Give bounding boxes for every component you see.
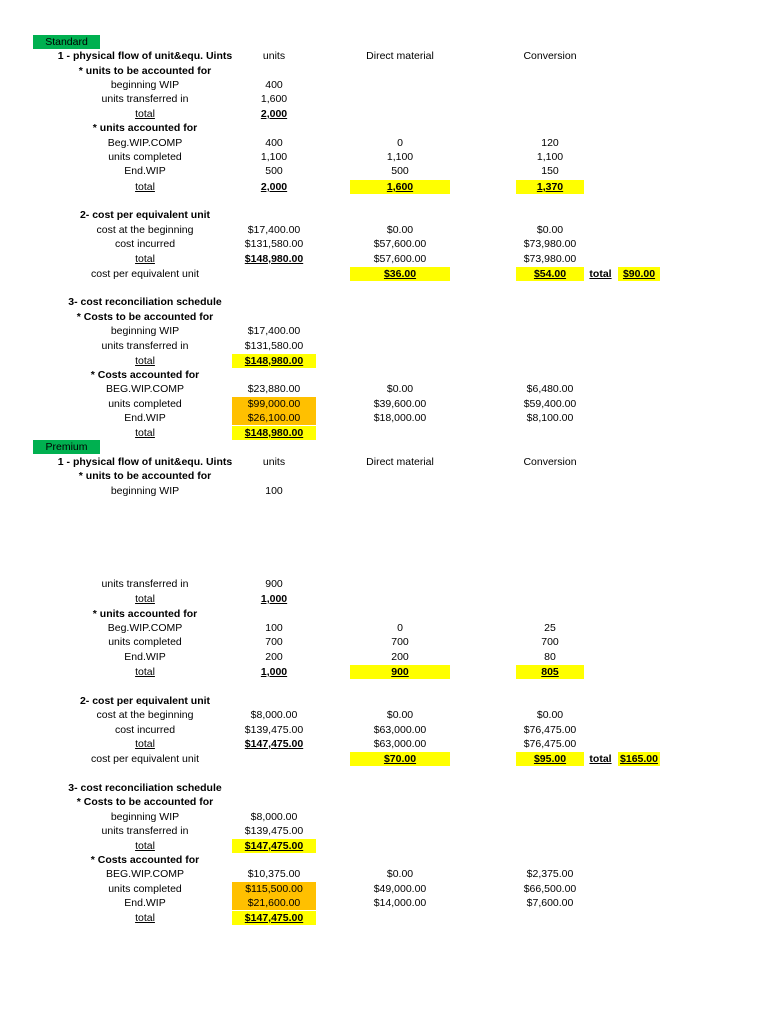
row-label: beginning WIP [110, 325, 180, 337]
premium-costs-to-account-row [0, 795, 768, 809]
premium-units-accounted-title: * units accounted for [92, 608, 198, 620]
row-label: cost incurred [114, 724, 176, 736]
conv-cell: $0.00 [536, 709, 564, 721]
standard-acc-begcomp-row [0, 382, 768, 396]
dm-cell: 200 [391, 651, 409, 663]
dm-total-cell: 1,600 [350, 180, 450, 194]
standard-direct-material-header: Direct material [366, 50, 434, 62]
dm-cpeu-cell: $36.00 [350, 267, 450, 281]
row-label: total [135, 427, 155, 439]
standard-acc-completed-row [0, 397, 768, 411]
standard-units-header: units [262, 50, 286, 62]
row-label: cost at the beginning [96, 224, 194, 236]
units-total-cell: $148,980.00 [232, 426, 316, 440]
conv-cell: $76,475.00 [523, 738, 577, 750]
premium-begcomp-row [0, 621, 768, 635]
premium-costs-accounted-row [0, 853, 768, 867]
standard-costs-accounted-title: * Costs accounted for [90, 369, 200, 381]
premium-header-row [0, 455, 768, 469]
standard-completed-row [0, 150, 768, 164]
units-cell: 700 [265, 636, 283, 648]
standard-section-tag: Standard [33, 35, 100, 49]
units-cell: 400 [265, 137, 283, 149]
standard-units-accounted-row [0, 121, 768, 135]
conv-cell: $73,980.00 [523, 253, 577, 265]
units-cell: $115,500.00 [232, 882, 316, 896]
standard-cost-incurred-row [0, 237, 768, 251]
row-label: beginning WIP [110, 485, 180, 497]
conv-cell: $73,980.00 [523, 238, 577, 250]
standard-beginning-wip-row [0, 78, 768, 92]
units-cell: 1,600 [260, 93, 288, 105]
premium-total-units-row [0, 592, 768, 606]
premium-rec-total-row [0, 839, 768, 853]
row-label: total [135, 355, 155, 367]
units-cell: 100 [265, 485, 283, 497]
premium-reconciliation-title: 3- cost reconciliation schedule [68, 782, 222, 794]
dm-cell: $18,000.00 [373, 412, 427, 424]
standard-header-row [0, 49, 768, 63]
standard-costs-to-account-row [0, 310, 768, 324]
row-label: units transferred in [101, 825, 189, 837]
row-label: total [135, 912, 155, 924]
cpeu-total-label: total [589, 268, 612, 280]
units-total-cell: $147,475.00 [232, 839, 316, 853]
row-label: units transferred in [101, 578, 189, 590]
units-cell: $21,600.00 [232, 896, 316, 910]
dm-cell: $0.00 [386, 224, 414, 236]
units-cell: $17,400.00 [247, 325, 301, 337]
units-cell: 400 [265, 79, 283, 91]
row-label: Beg.WIP.COMP [107, 622, 183, 634]
row-label: total [135, 181, 155, 193]
units-cell: 1,000 [260, 593, 288, 605]
row-label: cost at the beginning [96, 709, 194, 721]
row-label: End.WIP [124, 412, 166, 424]
conv-total-cell: 805 [516, 665, 584, 679]
row-label: total [135, 593, 155, 605]
conv-cell: $8,100.00 [526, 412, 574, 424]
standard-transferred-row [0, 92, 768, 106]
dm-cell: $14,000.00 [373, 897, 427, 909]
units-cell: $147,475.00 [244, 738, 304, 750]
premium-cpeu-row [0, 752, 768, 766]
standard-acc-endwip-row [0, 411, 768, 425]
premium-physical-flow-title: 1 - physical flow of unit&equ. Uints [57, 456, 233, 468]
premium-costs-to-account-title: * Costs to be accounted for [76, 796, 214, 808]
premium-acc-total-row [0, 911, 768, 925]
standard-acc-total-row [0, 426, 768, 440]
units-cell: $26,100.00 [232, 411, 316, 425]
standard-reconciliation-title-row [0, 295, 768, 309]
row-label: units transferred in [101, 340, 189, 352]
dm-cell: $0.00 [386, 383, 414, 395]
premium-reconciliation-title-row [0, 781, 768, 795]
dm-cell: $63,000.00 [373, 724, 427, 736]
dm-cell: $57,600.00 [373, 238, 427, 250]
row-label: total [135, 840, 155, 852]
standard-total-units-row [0, 107, 768, 121]
row-label: total [135, 666, 155, 678]
row-label: units completed [108, 398, 182, 410]
conv-cell: $2,375.00 [526, 868, 574, 880]
premium-transferred-row [0, 577, 768, 591]
premium-rec-transferred-row [0, 824, 768, 838]
conv-cell: $7,600.00 [526, 897, 574, 909]
premium-units-accounted-row [0, 607, 768, 621]
standard-equivalent-total-row [0, 180, 768, 194]
conv-cell: $0.00 [536, 224, 564, 236]
cpeu-total-cell: $165.00 [618, 752, 660, 766]
premium-cost-beginning-row [0, 708, 768, 722]
cpeu-total-cell: $90.00 [618, 267, 660, 281]
premium-cost-per-eu-title: 2- cost per equivalent unit [79, 695, 211, 707]
units-cell: 1,000 [260, 666, 288, 678]
premium-acc-completed-row [0, 882, 768, 896]
row-label: beginning WIP [110, 79, 180, 91]
dm-cell: 500 [391, 165, 409, 177]
row-label: units completed [108, 151, 182, 163]
row-label: End.WIP [124, 165, 166, 177]
standard-units-to-account-row [0, 64, 768, 78]
row-label: End.WIP [124, 897, 166, 909]
standard-cost-per-eu-title: 2- cost per equivalent unit [79, 209, 211, 221]
conv-cell: $76,475.00 [523, 724, 577, 736]
units-cell: $17,400.00 [247, 224, 301, 236]
units-cell: 1,100 [260, 151, 288, 163]
conv-cell: $66,500.00 [523, 883, 577, 895]
row-label: total [135, 738, 155, 750]
cpeu-total-label: total [589, 753, 612, 765]
dm-total-cell: 900 [350, 665, 450, 679]
dm-cell: 1,100 [386, 151, 414, 163]
units-total-cell: $148,980.00 [232, 354, 316, 368]
conv-cell: 120 [541, 137, 559, 149]
standard-endwip-row [0, 164, 768, 178]
premium-beginning-wip-row [0, 484, 768, 498]
units-cell: $8,000.00 [250, 709, 298, 721]
premium-acc-begcomp-row [0, 867, 768, 881]
row-label: cost per equivalent unit [91, 268, 199, 280]
row-label: units completed [108, 636, 182, 648]
standard-rec-total-row [0, 354, 768, 368]
premium-acc-endwip-row [0, 896, 768, 910]
row-label: Beg.WIP.COMP [107, 137, 183, 149]
row-label: BEG.WIP.COMP [106, 383, 184, 395]
premium-section-tag: Premium [33, 440, 100, 454]
conv-cpeu-cell: $54.00 [516, 267, 584, 281]
dm-cell: $63,000.00 [373, 738, 427, 750]
premium-units-to-account-title: * units to be accounted for [78, 470, 212, 482]
dm-cell: $39,600.00 [373, 398, 427, 410]
conv-total-cell: 1,370 [516, 180, 584, 194]
row-label: units transferred in [101, 93, 189, 105]
row-label: cost incurred [114, 238, 176, 250]
standard-costs-accounted-row [0, 368, 768, 382]
dm-cell: 0 [397, 137, 403, 149]
premium-cost-per-eu-title-row [0, 694, 768, 708]
units-cell: 2,000 [260, 181, 288, 193]
standard-cost-beginning-row [0, 223, 768, 237]
units-cell: 200 [265, 651, 283, 663]
units-cell: $139,475.00 [244, 724, 304, 736]
premium-equivalent-total-row [0, 665, 768, 679]
standard-cost-total-row [0, 252, 768, 266]
conv-cell: 80 [544, 651, 556, 663]
units-cell: $139,475.00 [244, 825, 304, 837]
row-label: total [135, 253, 155, 265]
standard-begcomp-row [0, 136, 768, 150]
dm-cpeu-cell: $70.00 [350, 752, 450, 766]
dm-cell: $57,600.00 [373, 253, 427, 265]
standard-cpeu-row [0, 267, 768, 281]
premium-completed-row [0, 635, 768, 649]
premium-cost-total-row [0, 737, 768, 751]
units-cell: $131,580.00 [244, 238, 304, 250]
row-label: End.WIP [124, 651, 166, 663]
units-cell: $99,000.00 [232, 397, 316, 411]
premium-cost-incurred-row [0, 723, 768, 737]
units-cell: $10,375.00 [247, 868, 301, 880]
row-label: beginning WIP [110, 811, 180, 823]
units-cell: $131,580.00 [244, 340, 304, 352]
premium-units-to-account-row [0, 469, 768, 483]
units-cell: 2,000 [260, 108, 288, 120]
conv-cell: $6,480.00 [526, 383, 574, 395]
conv-cell: 700 [541, 636, 559, 648]
dm-cell: 0 [397, 622, 403, 634]
standard-units-accounted-title: * units accounted for [92, 122, 198, 134]
standard-physical-flow-title: 1 - physical flow of unit&equ. Uints [57, 50, 233, 62]
conv-cpeu-cell: $95.00 [516, 752, 584, 766]
premium-endwip-row [0, 650, 768, 664]
row-label: cost per equivalent unit [91, 753, 199, 765]
units-cell: 100 [265, 622, 283, 634]
conv-cell: 150 [541, 165, 559, 177]
units-total-cell: $147,475.00 [232, 911, 316, 925]
standard-reconciliation-title: 3- cost reconciliation schedule [68, 296, 222, 308]
standard-units-to-account-title: * units to be accounted for [78, 65, 212, 77]
premium-costs-accounted-title: * Costs accounted for [90, 854, 200, 866]
units-cell: $148,980.00 [244, 253, 304, 265]
premium-units-header: units [262, 456, 286, 468]
dm-cell: $49,000.00 [373, 883, 427, 895]
dm-cell: 700 [391, 636, 409, 648]
conv-cell: 1,100 [536, 151, 564, 163]
standard-rec-beginning-row [0, 324, 768, 338]
units-cell: 500 [265, 165, 283, 177]
standard-conversion-header: Conversion [523, 50, 577, 62]
standard-cost-per-eu-title-row [0, 208, 768, 222]
dm-cell: $0.00 [386, 709, 414, 721]
conv-cell: $59,400.00 [523, 398, 577, 410]
premium-direct-material-header: Direct material [366, 456, 434, 468]
dm-cell: $0.00 [386, 868, 414, 880]
row-label: total [135, 108, 155, 120]
standard-costs-to-account-title: * Costs to be accounted for [76, 311, 214, 323]
premium-conversion-header: Conversion [523, 456, 577, 468]
units-cell: 900 [265, 578, 283, 590]
premium-rec-beginning-row [0, 810, 768, 824]
units-cell: $8,000.00 [250, 811, 298, 823]
conv-cell: 25 [544, 622, 556, 634]
standard-rec-transferred-row [0, 339, 768, 353]
row-label: units completed [108, 883, 182, 895]
row-label: BEG.WIP.COMP [106, 868, 184, 880]
units-cell: $23,880.00 [247, 383, 301, 395]
